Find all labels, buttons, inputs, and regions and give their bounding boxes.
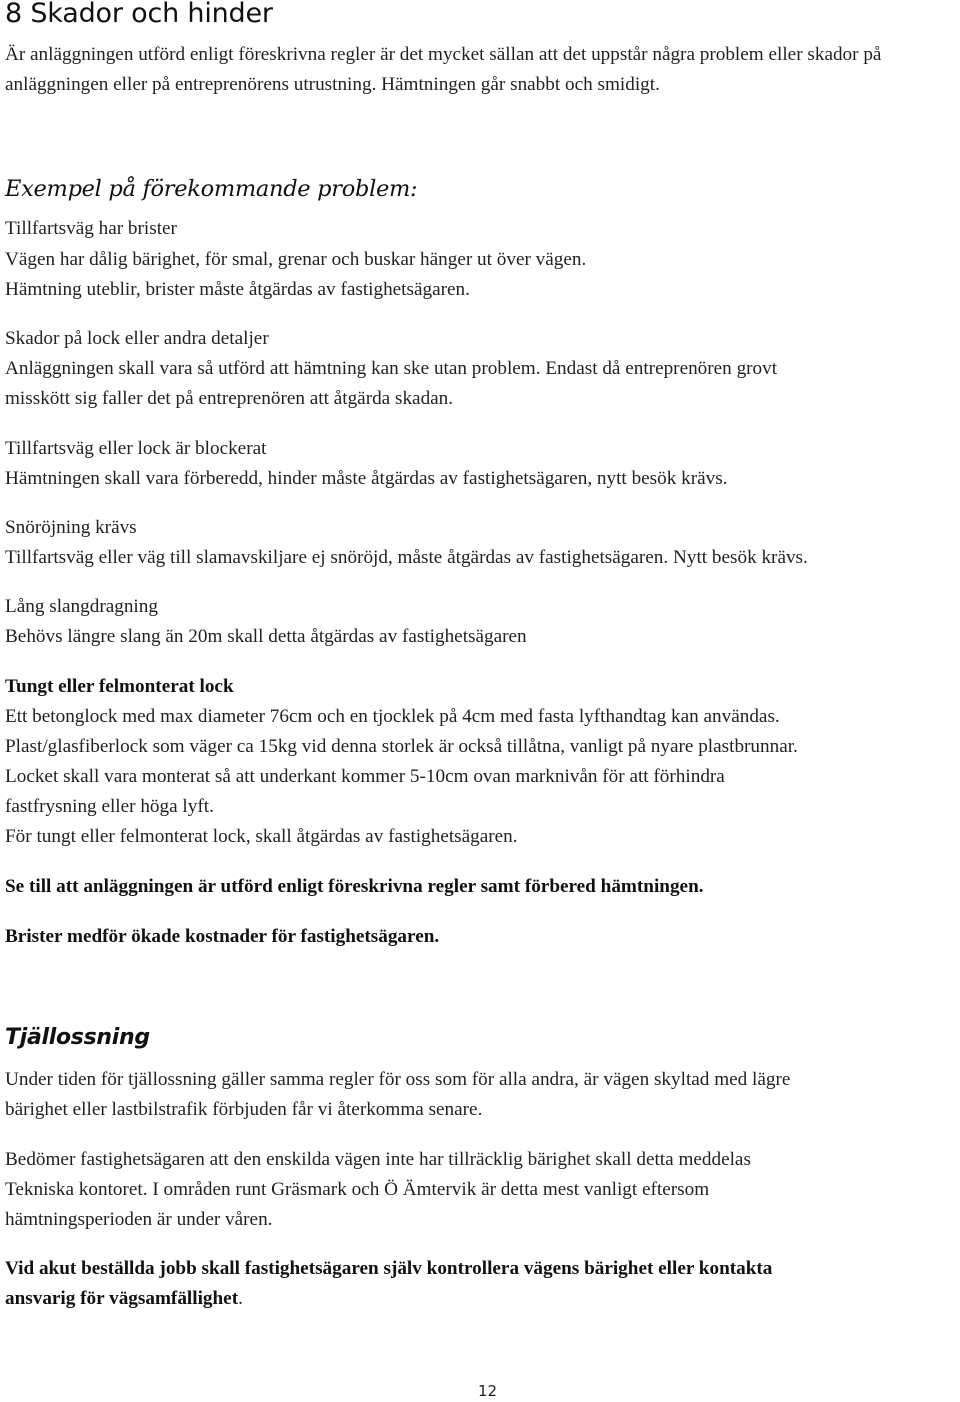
subheading-snorojning: Snöröjning krävs xyxy=(5,517,137,538)
page-number: 12 xyxy=(478,1382,498,1400)
text-line: Under tiden för tjällossning gäller samma regler för oss som för alla andra, är vägen skyltad med lägre xyxy=(5,1069,791,1090)
bold-note-line xyxy=(5,1284,243,1314)
text-line: misskött sig faller det på entreprenören att åtgärda skadan. xyxy=(5,388,454,409)
examples-heading: Exempel på förekommande problem: xyxy=(5,176,418,202)
text-line: Tillfartsväg eller väg till slamavskiljare ej snöröjd, måste åtgärdas av fastighetsägaren. Nytt besök krävs. xyxy=(5,547,808,568)
subheading-tillfartsvag-brister: Tillfartsväg har brister xyxy=(5,218,177,239)
bold-note: Vid akut beställda jobb skall fastighetsägaren själv kontrollera vägens bärighet eller kontakta xyxy=(5,1258,773,1279)
text-line: Hämtning uteblir, brister måste åtgärdas av fastighetsägaren. xyxy=(5,279,470,300)
bold-note-text: ansvarig för vägsamfällighet xyxy=(5,1288,239,1309)
text-line: Tekniska kontoret. I områden runt Gräsmark och Ö Ämtervik är detta mest vanligt eftersom xyxy=(5,1179,710,1200)
thaw-heading: Tjällossning xyxy=(5,1025,150,1050)
text-line: fastfrysning eller höga lyft. xyxy=(5,796,214,817)
text-line: hämtningsperioden är under våren. xyxy=(5,1209,273,1230)
subheading-slangdragning: Lång slangdragning xyxy=(5,596,158,617)
subheading-skador-lock: Skador på lock eller andra detaljer xyxy=(5,328,269,349)
text-line: bärighet eller lastbilstrafik förbjuden får vi återkomma senare. xyxy=(5,1099,483,1120)
text-line: För tungt eller felmonterat lock, skall åtgärdas av fastighetsägaren. xyxy=(5,826,518,847)
text-line: Plast/glasfiberlock som väger ca 15kg vid denna storlek är också tillåtna, vanligt på nyare plastbrunnar. xyxy=(5,736,798,757)
text-line: Hämtningen skall vara förberedd, hinder måste åtgärdas av fastighetsägaren, nytt besök krävs. xyxy=(5,468,728,489)
bold-note: Se till att anläggningen är utförd enligt föreskrivna regler samt förbered hämtningen. xyxy=(5,876,704,897)
sentence-period: . xyxy=(238,1288,243,1309)
text-line: Locket skall vara monterat så att underkant kommer 5-10cm ovan marknivån för att förhindra xyxy=(5,766,725,787)
section-heading: 8 Skador och hinder xyxy=(5,0,273,29)
text-line: Vägen har dålig bärighet, för smal, grenar och buskar hänger ut över vägen. xyxy=(5,249,587,270)
text-line: Behövs längre slang än 20m skall detta åtgärdas av fastighetsägaren xyxy=(5,626,527,647)
text-line: Ett betonglock med max diameter 76cm och en tjocklek på 4cm med fasta lyfthandtag kan användas. xyxy=(5,706,780,727)
intro-paragraph: Är anläggningen utförd enligt föreskrivna regler är det mycket sällan att det uppstår några problem eller skador på anläggningen eller på entreprenörens utrustning. Hämtningen går snabbt och smidigt. xyxy=(5,44,882,95)
subheading-blockerat: Tillfartsväg eller lock är blockerat xyxy=(5,438,267,459)
text-line: Bedömer fastighetsägaren att den enskilda vägen inte har tillräcklig bärighet skall detta meddelas xyxy=(5,1149,751,1170)
bold-note: Brister medför ökade kostnader för fastighetsägaren. xyxy=(5,926,440,947)
text-line: Anläggningen skall vara så utförd att hämtning kan ske utan problem. Endast då entreprenören grovt xyxy=(5,358,778,379)
subheading-tungt-lock: Tungt eller felmonterat lock xyxy=(5,676,234,697)
